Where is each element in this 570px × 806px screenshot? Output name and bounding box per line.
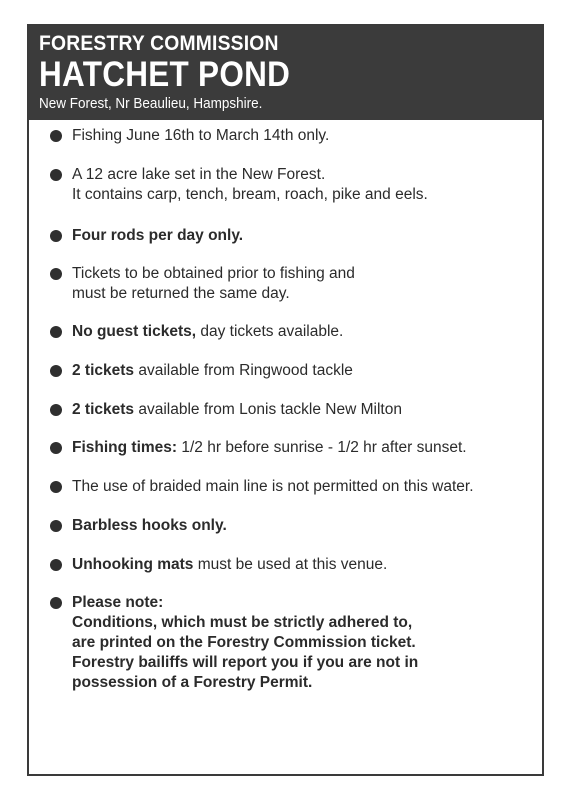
note-line: Conditions, which must be strictly adhered to, xyxy=(72,614,413,631)
bullet-icon xyxy=(50,404,62,416)
rule-plain: The use of braided main line is not permitted on this water. xyxy=(72,478,474,495)
rule-text xyxy=(72,264,512,304)
rule-bold: No guest tickets, xyxy=(72,323,197,340)
rule-text xyxy=(72,400,512,420)
bullet-icon xyxy=(50,597,62,609)
rule-text xyxy=(72,226,512,246)
bullet-icon xyxy=(50,365,62,377)
rule-plain-line2: It contains carp, tench, bream, roach, pike and eels. xyxy=(72,186,428,203)
organisation-name: FORESTRY COMMISSION xyxy=(39,32,279,55)
bullet-icon xyxy=(50,268,62,280)
note-line: Forestry bailiffs will report you if you are not in xyxy=(72,654,419,671)
bullet-icon xyxy=(50,481,62,493)
rule-plain: day tickets available. xyxy=(196,323,344,340)
rule-plain: must be used at this venue. xyxy=(193,556,388,573)
rule-plain: Fishing June 16th to March 14th only. xyxy=(72,127,330,144)
rule-bold: Unhooking mats xyxy=(72,556,194,573)
rule-text xyxy=(72,361,512,381)
rule-bold: 2 tickets xyxy=(72,401,135,418)
bullet-icon xyxy=(50,559,62,571)
bullet-icon xyxy=(50,326,62,338)
note-heading: Please note: xyxy=(72,594,164,611)
rule-plain: available from Lonis tackle New Milton xyxy=(134,401,402,418)
bullet-icon xyxy=(50,442,62,454)
rule-text xyxy=(72,555,512,575)
rule-bold: Barbless hooks only. xyxy=(72,517,227,534)
notice-board xyxy=(27,24,544,776)
header-banner xyxy=(29,26,542,120)
bullet-icon xyxy=(50,130,62,142)
rule-text xyxy=(72,165,512,205)
bullet-icon xyxy=(50,169,62,181)
rule-bold: Four rods per day only. xyxy=(72,227,244,244)
rule-text xyxy=(72,322,512,342)
rule-text xyxy=(72,126,512,146)
rule-plain: 1/2 hr before sunrise - 1/2 hr after sunset. xyxy=(177,439,467,456)
note-block xyxy=(72,593,512,693)
page-title: HATCHET POND xyxy=(39,55,291,94)
bullet-icon xyxy=(50,230,62,242)
bullet-icon xyxy=(50,520,62,532)
rule-bold: 2 tickets xyxy=(72,362,135,379)
rule-bold: Fishing times: xyxy=(72,439,178,456)
rule-text xyxy=(72,438,512,458)
rule-plain-line2: must be returned the same day. xyxy=(72,285,290,302)
rule-plain: available from Ringwood tackle xyxy=(134,362,353,379)
rule-text xyxy=(72,477,512,497)
rule-text xyxy=(72,516,512,536)
note-line: are printed on the Forestry Commission ticket. xyxy=(72,634,416,651)
rule-plain: Tickets to be obtained prior to fishing and xyxy=(72,265,355,282)
rule-plain: A 12 acre lake set in the New Forest. xyxy=(72,166,326,183)
location-subtitle: New Forest, Nr Beaulieu, Hampshire. xyxy=(39,96,263,112)
note-line: possession of a Forestry Permit. xyxy=(72,674,313,691)
